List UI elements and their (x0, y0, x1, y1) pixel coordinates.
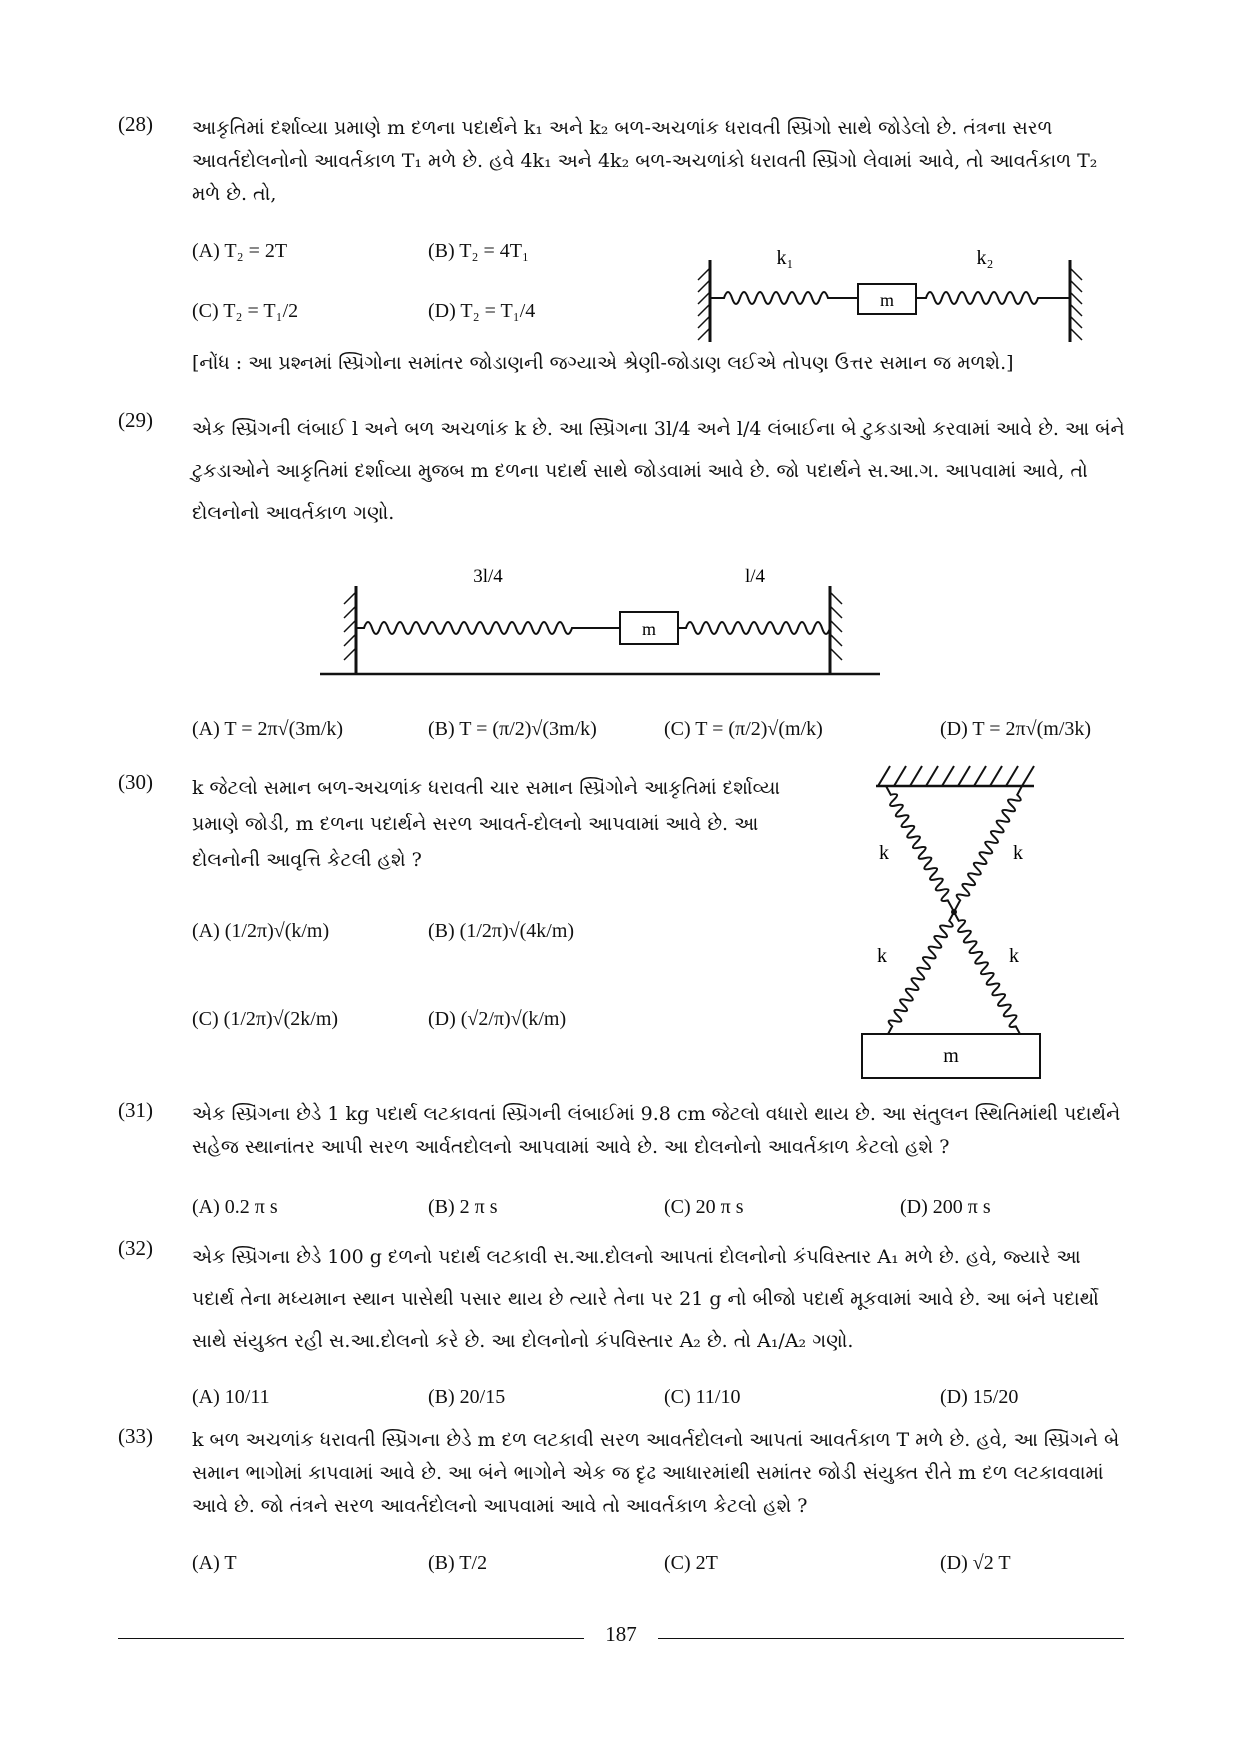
question-31 (118, 1098, 1128, 1198)
k-label-lower-left: k (877, 945, 887, 967)
option-b: (B) 20/15 (428, 1386, 506, 1408)
option-d: (D) √2 T (940, 1552, 1011, 1574)
mass-label: m (641, 619, 657, 639)
mass-label: m (943, 1045, 959, 1067)
question-text: એક સ્પ્રિંગના છેડે 1 kg પદાર્થ લટકાવતાં સ્પ્રિંગની લંબાઈમાં 9.8 cm જેટલો વધારો થાય છે. આ સંતુલન સ્થિતિમાંથી પદાર્થને સહેજ સ્થાનાંતર આપી સરળ આર્વતદોલનો આપવામાં આવે છે. આ દોલનોનો આવર્તકાળ કેટલો હશે ? (192, 1103, 1121, 1158)
option-d: (D) T = 2π√(m/3k) (940, 718, 1092, 740)
option-a: (A) T = 2π√(3m/k) (192, 718, 344, 740)
question-number: (32) (118, 1236, 153, 1260)
option-d: (D) 200 π s (900, 1196, 991, 1218)
k-label-upper-right: k (1013, 842, 1023, 864)
spring-left (356, 622, 620, 634)
option-c: (C) 20 π s (664, 1196, 744, 1218)
figure-q28-spring-mass (690, 240, 1090, 350)
question-number: (33) (118, 1424, 153, 1448)
spring-k1 (710, 292, 858, 304)
footer-rule-left (118, 1638, 584, 1639)
question-text: k બળ અચળાંક ધરાવતી સ્પ્રિંગના છેડે m દળ લટકાવી સરળ આવર્તદોલનો આપતાં આવર્તકાળ T મળે છે. હવે, આ સ્પ્રિંગને બે સમાન ભાગોમાં કાપવામાં આવે છે. આ બંને ભાગોને એક જ દૃઢ આધારમાંથી સમાંતર જોડી સંયુક્ત રીતે m દળ લટકાવવામાં આવે છે. જો તંત્રને સરળ આવર્તદોલનો આપવામાં આવે તો આવર્તકાળ કેટલો હશે ? (192, 1429, 1120, 1517)
option-c: (C) T₂ = T₁/2 (192, 300, 299, 322)
k-label-lower-right: k (1009, 945, 1019, 967)
option-a: (A) 0.2 π s (192, 1196, 278, 1218)
spring-upper-left (881, 783, 959, 914)
question-number: (28) (118, 112, 153, 136)
question-29 (118, 408, 1128, 538)
spring-k2 (916, 292, 1070, 304)
question-text: આકૃતિમાં દર્શાવ્યા પ્રમાણે m દળના પદાર્થને k₁ અને k₂ બળ-અચળાંક ધરાવતી સ્પ્રિંગો સાથે જોડેલો છે. તંત્રના સરળ આવર્તદોલનોનો આવર્તકાળ T₁ મળે છે. હવે 4k₁ અને 4k₂ બળ-અચળાંકો ધરાવતી સ્પ્રિંગો લેવામાં આવે, તો આવર્તકાળ T₂ મળે છે. તો, (192, 117, 1098, 205)
option-c: (C) 11/10 (664, 1386, 741, 1408)
question-text: k જેટલો સમાન બળ-અચળાંક ધરાવતી ચાર સમાન સ્પ્રિંગોને આકૃતિમાં દર્શાવ્યા પ્રમાણે જોડી, m દળના પદાર્થને સરળ આવર્ત-દોલનો આપવામાં આવે છે. આ દોલનોની આવૃત્તિ કેટલી હશે ? (192, 777, 781, 871)
option-b: (B) (1/2π)√(4k/m) (428, 920, 575, 942)
right-length-label: l/4 (744, 566, 766, 587)
k1-label: k₁ (776, 247, 794, 269)
spring-lower-right (949, 909, 1027, 1040)
question-32 (118, 1236, 1128, 1366)
option-d: (D) (√2/π)√(k/m) (428, 1008, 567, 1030)
option-c: (C) T = (π/2)√(m/k) (664, 718, 823, 740)
spring-right (678, 622, 830, 634)
page-number: 187 (605, 1622, 637, 1646)
question-33 (118, 1424, 1128, 1534)
mass-label: m (879, 290, 895, 310)
option-c: (C) 2T (664, 1552, 718, 1574)
figure-q29-spring-mass (320, 552, 890, 682)
k-label-upper-left: k (879, 842, 889, 864)
spring-lower-left (881, 909, 959, 1040)
option-a: (A) (1/2π)√(k/m) (192, 920, 330, 942)
question-text: એક સ્પ્રિંગના છેડે 100 g દળનો પદાર્થ લટકાવી સ.આ.દોલનો આપતાં દોલનોનો કંપવિસ્તાર A₁ મળે છે. હવે, જ્યારે આ પદાર્થ તેના મધ્યમાન સ્થાન પાસેથી પસાર થાય છે ત્યારે તેના પર 21 g નો બીજો પદાર્થ મૂકવામાં આવે છે. આ બંને પદાર્થો સાથે સંયુક્ત રહી સ.આ.દોલનો કરે છે. આ દોલનોનો કંપવિસ્તાર A₂ છે. તો A₁/A₂ ગણો. (192, 1246, 1099, 1352)
question-number: (31) (118, 1098, 153, 1122)
question-text: એક સ્પ્રિંગની લંબાઈ l અને બળ અચળાંક k છે. આ સ્પ્રિંગના 3l/4 અને l/4 લંબાઈના બે ટુકડાઓ કરવામાં આવે છે. આ બંને ટુકડાઓને આકૃતિમાં દર્શાવ્યા મુજબ m દળના પદાર્થ સાથે જોડવામાં આવે છે. જો પદાર્થને સ.આ.ગ. આપવામાં આવે, તો દોલનોનો આવર્તકાળ ગણો. (192, 418, 1125, 524)
k2-label: k₂ (976, 247, 994, 269)
option-d: (D) T₂ = T₁/4 (428, 300, 536, 322)
option-b: (B) T = (π/2)√(3m/k) (428, 718, 597, 740)
option-a: (A) T (192, 1552, 237, 1574)
option-a: (A) T₂ = 2T (192, 240, 288, 262)
footer-rule-right (658, 1638, 1124, 1639)
option-a: (A) 10/11 (192, 1386, 270, 1408)
option-b: (B) T/2 (428, 1552, 488, 1574)
figure-q30-four-springs (846, 752, 1056, 1080)
question-number: (30) (118, 770, 153, 794)
option-c: (C) (1/2π)√(2k/m) (192, 1008, 339, 1030)
junction-point (951, 909, 957, 915)
left-length-label: 3l/4 (473, 566, 503, 587)
note-q28: [નોંધ : આ પ્રશ્નમાં સ્પ્રિંગોના સમાંતર જોડાણની જગ્યાએ શ્રેણી-જોડાણ લઈએ તોપણ ઉત્તર સમાન જ મળશે.] (192, 352, 1014, 374)
option-d: (D) 15/20 (940, 1386, 1019, 1408)
option-b: (B) 2 π s (428, 1196, 498, 1218)
option-b: (B) T₂ = 4T₁ (428, 240, 529, 262)
question-number: (29) (118, 408, 153, 432)
